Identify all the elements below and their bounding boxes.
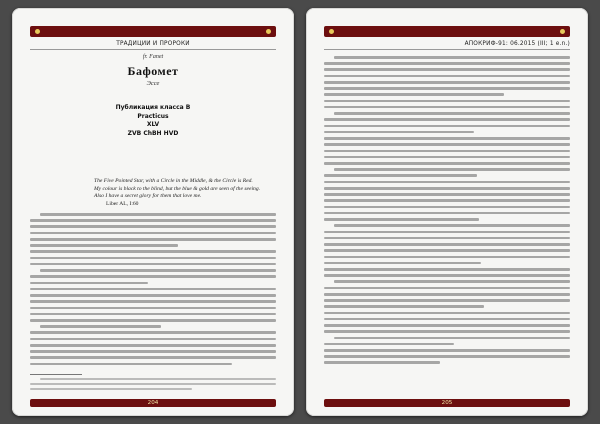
- text-line: [30, 313, 276, 316]
- article-author: fr. Fanet: [142, 54, 164, 60]
- text-line: [324, 150, 570, 153]
- emblem-icon: [560, 29, 565, 34]
- text-line: [324, 131, 474, 134]
- text-line: [30, 344, 276, 347]
- text-line: [30, 331, 276, 334]
- text-line: [30, 294, 276, 297]
- text-line: [324, 268, 570, 271]
- text-line: [40, 213, 276, 216]
- epigraph-line: The Five Pointed Star, with a Circle in the Middle, & the Circle is Red.: [94, 178, 253, 184]
- text-line: [324, 312, 570, 315]
- text-line: [30, 319, 276, 322]
- text-line: [30, 288, 276, 291]
- publication-code: ZVB ChBH HVD: [127, 129, 179, 137]
- text-line: [40, 269, 276, 272]
- text-line: [324, 293, 570, 296]
- text-line: [324, 199, 570, 202]
- text-line: [324, 256, 570, 259]
- text-line: [324, 106, 570, 109]
- text-line: [30, 225, 276, 228]
- left-page: [12, 8, 294, 416]
- text-line: [324, 87, 570, 90]
- text-line: [30, 263, 276, 266]
- text-line: [324, 355, 570, 358]
- text-line: [324, 287, 570, 290]
- text-line: [30, 257, 276, 260]
- text-line: [334, 224, 570, 227]
- text-line: [30, 307, 276, 310]
- text-line: [334, 56, 570, 59]
- text-line: [334, 337, 570, 340]
- emblem-icon: [329, 29, 334, 34]
- text-line: [324, 125, 570, 128]
- right-header-band: [324, 26, 570, 37]
- text-line: [324, 237, 570, 240]
- text-line: [324, 243, 570, 246]
- text-line: [334, 280, 570, 283]
- left-header-band: [30, 26, 276, 37]
- text-line: [30, 300, 276, 303]
- text-line: [324, 174, 477, 177]
- text-line: [30, 338, 276, 341]
- text-line: [30, 383, 276, 385]
- text-line: [30, 350, 276, 353]
- text-line: [324, 330, 570, 333]
- section-subtitle: ТРАДИЦИИ И ПРОРОКИ: [30, 41, 276, 50]
- text-line: [30, 219, 276, 222]
- text-line: [324, 231, 570, 234]
- text-line: [324, 75, 570, 78]
- text-line: [30, 275, 276, 278]
- text-line: [334, 168, 570, 171]
- text-line: [30, 250, 276, 253]
- text-line: [324, 187, 570, 190]
- issue-subtitle: АПОКРИФ-91: 06.2015 (III; 1 e.n.): [324, 41, 570, 50]
- footnote-divider: [30, 374, 82, 375]
- footnote-text: [30, 378, 276, 393]
- text-line: [324, 137, 570, 140]
- publication-class: Публикация класса B: [115, 104, 191, 111]
- publication-info: [12, 104, 294, 138]
- text-line: [324, 299, 570, 302]
- text-line: [324, 93, 504, 96]
- text-line: [324, 349, 570, 352]
- text-line: [324, 156, 570, 159]
- emblem-icon: [35, 29, 40, 34]
- text-line: [324, 118, 570, 121]
- text-line: [324, 274, 570, 277]
- text-line: [324, 68, 570, 71]
- text-line: [324, 305, 484, 308]
- body-text: [30, 213, 276, 369]
- text-line: [324, 62, 570, 65]
- text-line: [324, 181, 570, 184]
- text-line: [324, 212, 570, 215]
- right-page: [306, 8, 588, 416]
- text-line: [334, 112, 570, 115]
- text-line: [324, 262, 481, 265]
- epigraph-line: My colour is black to the blind, but the blue & gold are seen of the seeing.: [94, 185, 261, 192]
- text-line: [40, 325, 161, 328]
- text-line: [324, 206, 570, 209]
- text-line: [324, 81, 570, 84]
- body-text: [324, 56, 570, 368]
- page-number: 205: [324, 399, 570, 407]
- text-line: [30, 356, 276, 359]
- text-line: [324, 193, 570, 196]
- text-line: [30, 363, 232, 366]
- text-line: [30, 388, 192, 390]
- article-title: Бафомет: [127, 64, 179, 78]
- text-line: [40, 378, 276, 380]
- emblem-icon: [266, 29, 271, 34]
- text-line: [30, 238, 276, 241]
- publication-number: XLV: [146, 121, 160, 128]
- epigraph: [94, 178, 264, 208]
- article-genre: Эссе: [146, 80, 160, 87]
- text-line: [30, 232, 276, 235]
- text-line: [324, 318, 570, 321]
- text-line: [324, 162, 570, 165]
- text-line: [324, 249, 570, 252]
- page-number: 204: [30, 399, 276, 407]
- text-line: [324, 100, 570, 103]
- text-line: [324, 143, 570, 146]
- text-line: [324, 218, 479, 221]
- text-line: [324, 324, 570, 327]
- text-line: [30, 282, 148, 285]
- epigraph-line: Also I have a secret glory for them that love me.: [94, 193, 202, 199]
- text-line: [324, 343, 454, 346]
- publication-grade: Practicus: [137, 112, 169, 120]
- text-line: [324, 361, 440, 364]
- text-line: [30, 244, 178, 247]
- epigraph-source: Liber AL, I:60: [106, 200, 139, 207]
